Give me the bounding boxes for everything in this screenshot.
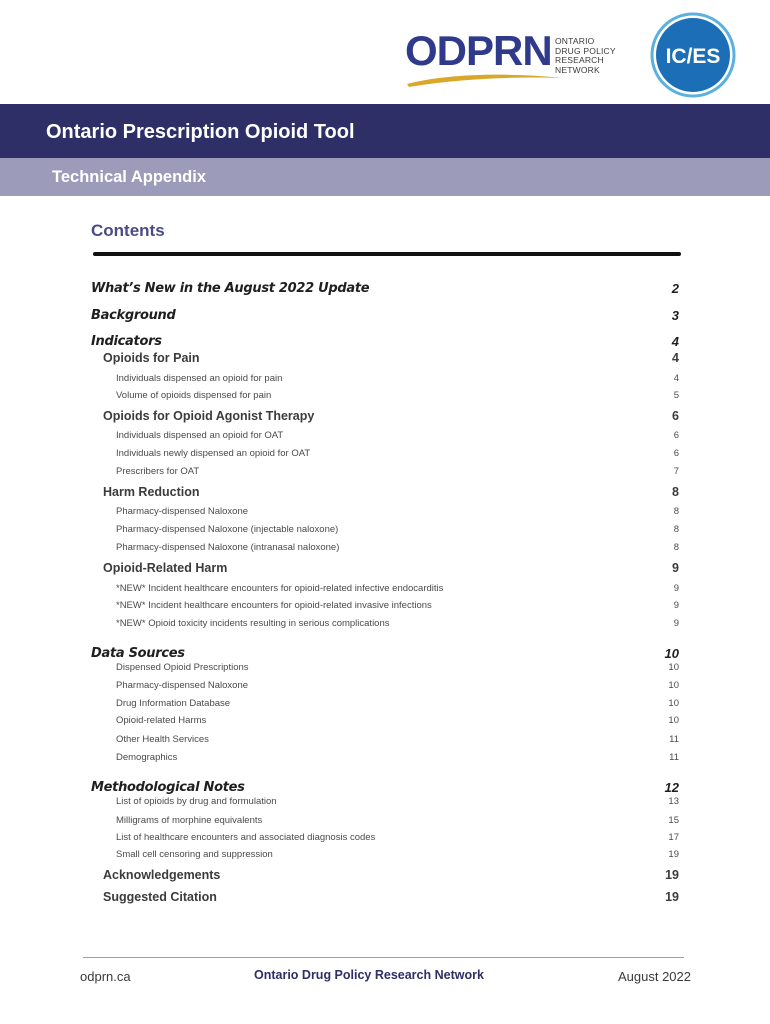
toc-entry-level-2[interactable] (0, 868, 770, 886)
toc-entry-level-3[interactable] (0, 849, 770, 867)
toc-entry-page-number: 15 (668, 815, 679, 826)
odprn-tagline-line-2: DRUG POLICY (555, 45, 616, 56)
toc-entry-page-number: 4 (672, 351, 679, 365)
toc-entry-level-3[interactable] (0, 698, 770, 716)
toc-entry-page-number: 3 (671, 308, 679, 323)
title-banner (0, 104, 770, 158)
toc-entry-page-number: 10 (668, 715, 679, 726)
toc-entry-page-number: 9 (673, 600, 679, 611)
toc-entry-label: Pharmacy-dispensed Naloxone (intranasal naloxone) (116, 542, 340, 553)
toc-entry-label: Dispensed Opioid Prescriptions (116, 662, 249, 673)
toc-entry-label: Pharmacy-dispensed Naloxone (116, 506, 249, 517)
toc-entry-level-2[interactable] (0, 351, 770, 369)
toc-entry-level-2[interactable] (0, 485, 770, 503)
toc-entry-page-number: 8 (673, 524, 679, 535)
toc-entry-level-3[interactable] (0, 752, 770, 770)
toc-entry-level-3[interactable] (0, 583, 770, 601)
toc-entry-page-number: 7 (673, 466, 679, 477)
toc-entry-label: Opioid-related Harms (116, 715, 207, 726)
toc-entry-label: *NEW* Incident healthcare encounters for opioid-related infective endocarditis (116, 583, 444, 594)
toc-entry-page-number: 6 (672, 409, 679, 423)
toc-entry-label: Harm Reduction (103, 485, 200, 499)
toc-entry-page-number: 4 (673, 373, 679, 384)
toc-entry-label: Opioid-Related Harm (103, 561, 228, 575)
footer-organization: Ontario Drug Policy Research Network (254, 968, 484, 982)
toc-entry-label: Drug Information Database (116, 698, 231, 709)
toc-entry-level-3[interactable] (0, 832, 770, 850)
toc-entry-page-number: 9 (673, 618, 679, 629)
document-title: Ontario Prescription Opioid Tool (46, 121, 355, 143)
odprn-logo (405, 28, 640, 86)
toc-entry-label: Acknowledgements (103, 868, 221, 882)
toc-entry-level-3[interactable] (0, 715, 770, 733)
toc-entry-level-3[interactable] (0, 600, 770, 618)
toc-entry-page-number: 6 (673, 448, 679, 459)
toc-entry-label: Pharmacy-dispensed Naloxone (116, 680, 249, 691)
toc-entry-label: Other Health Services (116, 734, 209, 745)
odprn-swoosh-graphic (405, 66, 565, 88)
toc-entry-page-number: 4 (671, 334, 679, 349)
toc-entry-level-2[interactable] (0, 561, 770, 579)
toc-entry-label: What’s New in the August 2022 Update (91, 281, 370, 296)
toc-entry-label: Small cell censoring and suppression (116, 849, 273, 860)
toc-entry-level-3[interactable] (0, 542, 770, 560)
toc-entry-page-number: 19 (665, 868, 679, 882)
toc-entry-page-number: 9 (672, 561, 679, 575)
document-subtitle: Technical Appendix (52, 168, 207, 186)
toc-entry-label: List of healthcare encounters and associated diagnosis codes (116, 832, 376, 843)
toc-entry-level-2[interactable] (0, 890, 770, 908)
toc-entry-label: Milligrams of morphine equivalents (116, 815, 263, 826)
toc-entry-page-number: 9 (673, 583, 679, 594)
toc-entry-page-number: 19 (668, 849, 679, 860)
toc-entry-page-number: 11 (669, 734, 679, 745)
toc-entry-level-1[interactable] (0, 308, 770, 326)
toc-entry-level-3[interactable] (0, 466, 770, 484)
toc-entry-label: *NEW* Incident healthcare encounters for opioid-related invasive infections (116, 600, 432, 611)
toc-entry-page-number: 10 (668, 680, 679, 691)
toc-entry-label: Opioids for Pain (103, 351, 200, 365)
toc-entry-level-1[interactable] (0, 334, 770, 352)
toc-entry-label: List of opioids by drug and formulation (116, 796, 277, 807)
toc-entry-page-number: 6 (673, 430, 679, 441)
ices-logo (650, 12, 736, 98)
toc-entry-level-3[interactable] (0, 662, 770, 680)
toc-entry-label: Pharmacy-dispensed Naloxone (injectable naloxone) (116, 524, 339, 535)
toc-entry-label: Individuals dispensed an opioid for OAT (116, 430, 284, 441)
odprn-tagline-line-1: ONTARIO (555, 36, 595, 46)
toc-entry-label: Opioids for Opioid Agonist Therapy (103, 409, 315, 423)
toc-entry-page-number: 8 (673, 506, 679, 517)
toc-entry-level-3[interactable] (0, 373, 770, 391)
toc-entry-level-3[interactable] (0, 506, 770, 524)
footer-website[interactable]: odprn.ca (80, 969, 131, 984)
toc-entry-label: Data Sources (91, 646, 185, 661)
toc-entry-page-number: 19 (665, 890, 679, 904)
toc-entry-label: Volume of opioids dispensed for pain (116, 390, 272, 401)
toc-entry-label: Demographics (116, 752, 178, 763)
toc-entry-page-number: 2 (671, 281, 679, 296)
toc-entry-label: Individuals newly dispensed an opioid for OAT (116, 448, 311, 459)
toc-entry-label: Individuals dispensed an opioid for pain (116, 373, 283, 384)
toc-entry-label: Prescribers for OAT (116, 466, 200, 477)
toc-entry-page-number: 12 (664, 780, 679, 795)
toc-entry-level-3[interactable] (0, 680, 770, 698)
toc-entry-level-3[interactable] (0, 734, 770, 752)
toc-entry-level-3[interactable] (0, 796, 770, 814)
subtitle-banner (0, 158, 770, 196)
toc-entry-level-2[interactable] (0, 409, 770, 427)
toc-entry-level-3[interactable] (0, 815, 770, 833)
toc-entry-level-3[interactable] (0, 618, 770, 636)
toc-entry-label: *NEW* Opioid toxicity incidents resulting in serious complications (116, 618, 390, 629)
ices-logo-text: IC/ES (665, 45, 721, 68)
footer-date: August 2022 (617, 969, 691, 984)
odprn-tagline-line-3: RESEARCH NETWORK (555, 55, 604, 75)
toc-entry-page-number: 8 (672, 485, 679, 499)
toc-entry-page-number: 13 (668, 796, 679, 807)
toc-entry-level-3[interactable] (0, 430, 770, 448)
toc-entry-level-3[interactable] (0, 524, 770, 542)
toc-entry-level-3[interactable] (0, 448, 770, 466)
toc-entry-label: Suggested Citation (103, 890, 217, 904)
toc-entry-level-3[interactable] (0, 390, 770, 408)
odprn-tagline (555, 37, 640, 75)
toc-entry-level-1[interactable] (0, 281, 770, 299)
toc-entry-page-number: 10 (668, 698, 679, 709)
toc-entry-page-number: 10 (668, 662, 679, 673)
footer-divider (83, 957, 684, 958)
toc-entry-page-number: 8 (673, 542, 679, 553)
toc-entry-page-number: 10 (664, 646, 679, 661)
toc-entry-page-number: 5 (673, 390, 679, 401)
toc-entry-page-number: 11 (669, 752, 679, 763)
odprn-wordmark: ODPRN (405, 27, 552, 74)
toc-entry-label: Indicators (91, 334, 162, 349)
contents-heading: Contents (91, 221, 165, 240)
contents-divider (93, 252, 681, 256)
toc-entry-label: Methodological Notes (91, 780, 245, 795)
toc-entry-page-number: 17 (668, 832, 679, 843)
toc-entry-label: Background (91, 308, 176, 323)
